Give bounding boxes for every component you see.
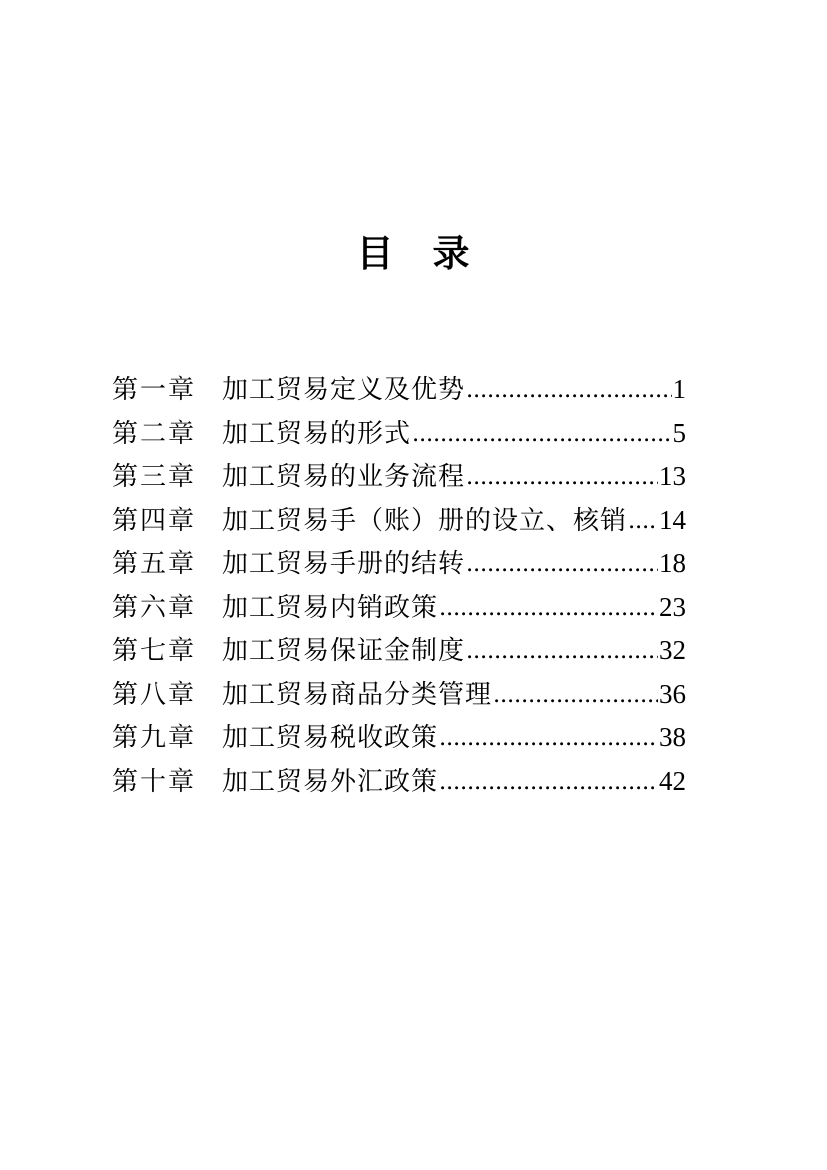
page-number: 18	[659, 548, 686, 578]
page-number: 36	[659, 678, 686, 709]
dot-leader	[468, 480, 658, 485]
chapter-label: 第五章	[112, 549, 197, 578]
chapter-title: 加工贸易内销政策	[222, 592, 439, 622]
chapter-label: 第四章	[112, 505, 197, 535]
dot-leader	[495, 698, 658, 703]
chapter-label: 第三章	[112, 462, 197, 491]
chapter-label: 第九章	[112, 723, 197, 752]
chapter-label: 第六章	[112, 592, 197, 622]
chapter-title: 加工贸易的形式	[222, 418, 412, 448]
toc-entry[interactable]	[112, 499, 686, 543]
chapter-label: 第一章	[112, 375, 197, 404]
page-title: 目 录	[356, 234, 471, 275]
toc-entry[interactable]	[112, 629, 686, 673]
dot-leader	[468, 567, 658, 572]
chapter-title: 加工贸易手（账）册的设立、核销	[222, 505, 628, 535]
dot-leader	[414, 437, 671, 442]
toc-entry[interactable]	[112, 760, 686, 804]
chapter-title: 加工贸易保证金制度	[222, 636, 466, 665]
page-number: 23	[659, 591, 686, 622]
page-number: 14	[659, 504, 686, 535]
toc-entry[interactable]	[112, 412, 686, 456]
table-of-contents	[112, 368, 686, 803]
toc-entry[interactable]	[112, 368, 686, 412]
dot-leader	[441, 741, 658, 746]
chapter-label: 第八章	[112, 679, 197, 709]
chapter-title: 加工贸易外汇政策	[222, 766, 439, 796]
chapter-title: 加工贸易商品分类管理	[222, 679, 493, 709]
toc-entry[interactable]	[112, 673, 686, 717]
chapter-label: 第七章	[112, 636, 197, 665]
chapter-title: 加工贸易的业务流程	[222, 462, 466, 491]
page-number: 38	[659, 722, 686, 752]
dot-leader	[441, 785, 658, 790]
dot-leader	[441, 611, 658, 616]
toc-entry[interactable]	[112, 455, 686, 499]
chapter-label: 第二章	[112, 418, 197, 448]
toc-entry[interactable]	[112, 586, 686, 630]
toc-entry[interactable]	[112, 542, 686, 586]
page-number: 13	[659, 461, 686, 491]
chapter-title: 加工贸易税收政策	[222, 723, 439, 752]
page-number: 42	[659, 765, 686, 796]
page-number: 1	[672, 374, 686, 404]
page-number: 32	[659, 635, 686, 665]
page-number: 5	[672, 417, 686, 448]
dot-leader	[630, 524, 658, 529]
chapter-title: 加工贸易手册的结转	[222, 549, 466, 578]
dot-leader	[468, 393, 671, 398]
chapter-label: 第十章	[112, 766, 197, 796]
dot-leader	[468, 654, 658, 659]
toc-entry[interactable]	[112, 716, 686, 760]
chapter-title: 加工贸易定义及优势	[222, 375, 466, 404]
